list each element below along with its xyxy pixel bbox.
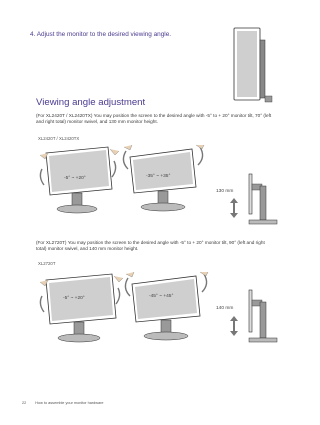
xl2720-tilt-label: -5° ~ +20°	[63, 296, 85, 301]
xl2420-swivel-label: -35° ~ +35°	[146, 174, 171, 179]
xl2720-height-arrow-icon	[230, 316, 238, 336]
xl2720-tilt-illustration	[40, 270, 122, 346]
xl2420-description: (For XL2420T / XL2420TX) You may position the screen to the desired angle with -5° to + 20° monitor tilt, 70° (left and right total) monitor swivel, and 130 mm monitor height.	[36, 113, 272, 125]
xl2420-swivel-illustration	[122, 143, 204, 215]
step-heading: 4. Adjust the monitor to the desired viewing angle.	[30, 31, 172, 38]
xl2420-tilt-label: -5° ~ +20°	[64, 176, 86, 181]
xl2420-side-view-illustration	[243, 170, 279, 226]
section-title: Viewing angle adjustment	[36, 97, 146, 108]
xl2720-side-view-illustration	[243, 286, 279, 344]
xl2420-height-arrow-icon	[230, 198, 238, 218]
xl2720-height-label: 140 mm	[216, 306, 234, 311]
xl2720-model-label: XL2720T	[38, 261, 56, 266]
page-number: 22	[22, 401, 27, 405]
xl2420-height-label: 130 mm	[216, 189, 234, 194]
xl2720-swivel-illustration	[124, 270, 208, 346]
portrait-monitor-illustration	[228, 26, 274, 106]
xl2720-swivel-label: -45° ~ +45°	[149, 294, 174, 299]
page-footer	[22, 401, 103, 405]
footer-section-name: How to assemble your monitor hardware	[35, 401, 104, 405]
xl2420-model-label: XL2420T / XL2420TX	[38, 136, 80, 141]
xl2720-description: (For XL2720T) You may position the screen to the desired angle with -5° to + 20° monitor tilt, 90° (left and right total) monitor swivel, and 140 mm monitor height.	[36, 240, 265, 252]
